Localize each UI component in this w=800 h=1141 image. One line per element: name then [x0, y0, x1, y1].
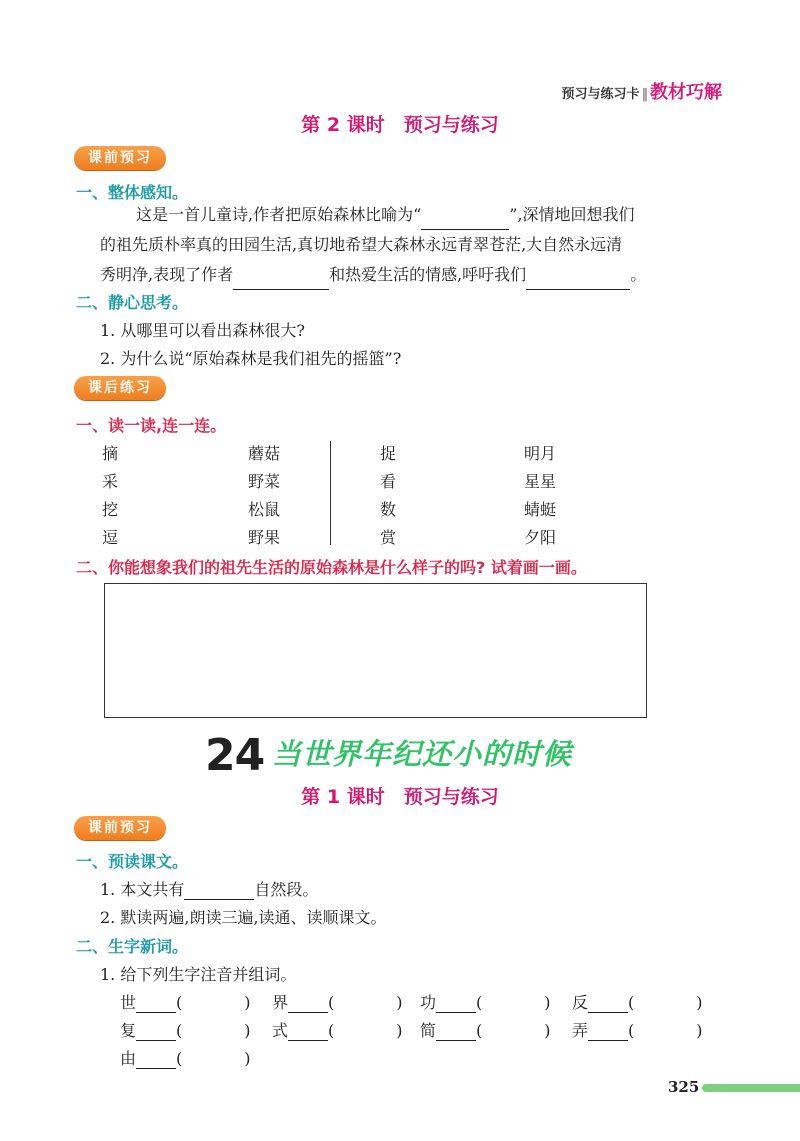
pinyin-space[interactable] [482, 995, 544, 1013]
blank-word[interactable] [136, 994, 176, 1013]
match-left-b-2[interactable]: 松鼠 [248, 500, 281, 519]
match-left-a-0[interactable]: 摘 [102, 444, 119, 463]
page-accent-bar [702, 1084, 800, 1092]
lesson-1-title: 第 1 课时 预习与练习 [301, 786, 499, 808]
match-right-b-0[interactable]: 明月 [524, 444, 557, 463]
paren-close: ) [396, 993, 403, 1012]
char: 由 [120, 1049, 137, 1068]
char-item [120, 990, 251, 1013]
char: 世 [120, 993, 137, 1012]
paren-open: ( [176, 993, 183, 1012]
paren-open: ( [328, 1021, 335, 1040]
char: 弄 [572, 1021, 589, 1040]
match-right-a-2[interactable]: 数 [380, 500, 397, 519]
paren-open: ( [176, 1021, 183, 1040]
match-left-b-0[interactable]: 蘑菇 [248, 444, 281, 463]
blank-word[interactable] [436, 1022, 476, 1041]
unit-number: 24 [205, 730, 265, 781]
blank-author-feeling[interactable] [233, 271, 329, 290]
blank-metaphor[interactable] [421, 211, 509, 230]
paren-close: ) [396, 1021, 403, 1040]
paren-open: ( [328, 993, 335, 1012]
blank-word[interactable] [136, 1022, 176, 1041]
para-text-1a: 这是一首儿童诗,作者把原始森林比喻为“ [136, 205, 422, 224]
pinyin-space[interactable] [334, 1023, 396, 1041]
pinyin-space[interactable] [182, 1051, 244, 1069]
blank-word[interactable] [136, 1050, 176, 1069]
blank-paragraph-count[interactable] [184, 881, 254, 900]
paren-close: ) [244, 993, 251, 1012]
blank-word[interactable] [288, 1022, 328, 1041]
paren-close: ) [544, 1021, 551, 1040]
char: 功 [420, 993, 437, 1012]
pinyin-space[interactable] [634, 1023, 696, 1041]
section-preread-heading: 一、预读课文。 [76, 852, 189, 871]
pinyin-space[interactable] [334, 995, 396, 1013]
match-right-b-1[interactable]: 星星 [524, 472, 557, 491]
blank-word[interactable] [588, 1022, 628, 1041]
paren-close: ) [244, 1049, 251, 1068]
char: 简 [420, 1021, 437, 1040]
match-right-b-3[interactable]: 夕阳 [524, 528, 557, 547]
running-header [561, 78, 722, 104]
blank-appeal[interactable] [526, 271, 630, 290]
paren-close: ) [696, 993, 703, 1012]
preread-line-1 [100, 877, 318, 900]
char-item [572, 990, 703, 1013]
match-left-a-1[interactable]: 采 [102, 472, 119, 491]
blank-word[interactable] [288, 994, 328, 1013]
pinyin-space[interactable] [634, 995, 696, 1013]
paren-close: ) [544, 993, 551, 1012]
para-text-3a: 秀明净,表现了作者 [100, 265, 234, 284]
section-overall-heading: 一、整体感知。 [76, 183, 189, 202]
paren-open: ( [628, 993, 635, 1012]
preread-text-1b: 自然段。 [254, 880, 319, 899]
paren-open: ( [176, 1049, 183, 1068]
paren-open: ( [628, 1021, 635, 1040]
match-left-a-3[interactable]: 逗 [102, 528, 119, 547]
char-item [420, 1018, 551, 1041]
paren-close: ) [696, 1021, 703, 1040]
char: 复 [120, 1021, 137, 1040]
pinyin-space[interactable] [182, 995, 244, 1013]
preread-text-1a: 1. 本文共有 [100, 880, 185, 899]
brand-name: 教材巧解 [650, 82, 722, 103]
char-item [272, 1018, 403, 1041]
question-2: 2. 为什么说“原始森林是我们祖先的摇篮”? [100, 349, 402, 368]
preview-tag-2: 课前预习 [74, 816, 166, 840]
overall-paragraph-line2: 的祖先质朴率真的田园生活,真切地希望大森林永远青翠苍茫,大自然永远清 [100, 235, 623, 254]
match-divider [330, 441, 331, 545]
section-newwords-heading: 二、生字新词。 [76, 937, 189, 956]
pinyin-space[interactable] [182, 1023, 244, 1041]
blank-word[interactable] [436, 994, 476, 1013]
newwords-instruction: 1. 给下列生字注音并组词。 [100, 965, 297, 984]
para-text-3c: 。 [630, 265, 647, 284]
blank-word[interactable] [588, 994, 628, 1013]
para-text-3b: 和热爱生活的情感,呼吁我们 [329, 265, 527, 284]
match-right-a-3[interactable]: 赏 [380, 528, 397, 547]
series-name: 预习与练习卡 [561, 87, 640, 102]
char-item [572, 1018, 703, 1041]
match-right-b-2[interactable]: 蜻蜓 [524, 500, 557, 519]
paren-close: ) [244, 1021, 251, 1040]
draw-heading: 二、你能想象我们的祖先生活的原始森林是什么样子的吗? 试着画一画。 [76, 558, 587, 577]
para-text-1b: ”,深情地回想我们 [509, 205, 635, 224]
section-think-heading: 二、静心思考。 [76, 293, 189, 312]
page-number: 325 [668, 1078, 700, 1096]
match-right-a-0[interactable]: 捉 [380, 444, 397, 463]
preread-line-2: 2. 默读两遍,朗读三遍,读通、读顺课文。 [100, 908, 387, 927]
paren-open: ( [476, 993, 483, 1012]
char-item [120, 1018, 251, 1041]
pinyin-space[interactable] [482, 1023, 544, 1041]
char-item [420, 990, 551, 1013]
char-item [272, 990, 403, 1013]
match-right-a-1[interactable]: 看 [380, 472, 397, 491]
match-left-b-3[interactable]: 野果 [248, 528, 281, 547]
unit-title: 当世界年纪还小的时候 [272, 737, 573, 771]
char: 式 [272, 1021, 289, 1040]
drawing-area[interactable] [104, 583, 647, 718]
overall-paragraph [100, 200, 720, 230]
header-separator: ‖ [641, 87, 648, 102]
overall-paragraph-line3 [100, 260, 720, 290]
question-1: 1. 从哪里可以看出森林很大? [100, 321, 305, 340]
match-heading: 一、读一读,连一连。 [76, 416, 227, 435]
paren-open: ( [476, 1021, 483, 1040]
char: 界 [272, 993, 289, 1012]
match-left-b-1[interactable]: 野菜 [248, 472, 281, 491]
match-left-a-2[interactable]: 挖 [102, 500, 119, 519]
preview-tag: 课前预习 [74, 146, 166, 170]
lesson-2-title: 第 2 课时 预习与练习 [301, 114, 499, 136]
char: 反 [572, 993, 589, 1012]
char-item [120, 1046, 251, 1069]
practice-tag: 课后练习 [74, 376, 166, 400]
